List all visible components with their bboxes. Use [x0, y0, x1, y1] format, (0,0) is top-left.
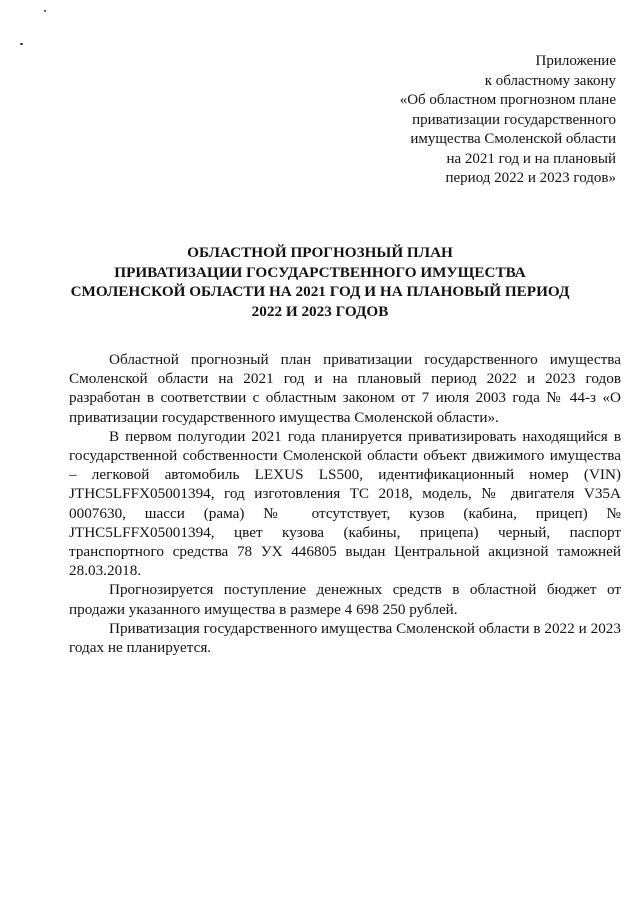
appendix-header [316, 52, 616, 189]
appendix-line: «Об областном прогнозном плане [399, 92, 616, 108]
appendix-line: приватизации государственного [412, 111, 616, 128]
appendix-line: на 2021 год и на плановый [446, 150, 616, 167]
body-paragraph: Прогнозируется поступление денежных средств в областной бюджет от продажи указанного имущества в размере 4 698 250 рублей. [69, 581, 621, 618]
title-line: ПРИВАТИЗАЦИИ ГОСУДАРСТВЕННОГО ИМУЩЕСТВА [114, 263, 526, 281]
document-title [40, 243, 600, 321]
title-line: ОБЛАСТНОЙ ПРОГНОЗНЫЙ ПЛАН [187, 244, 453, 261]
title-line: 2022 И 2023 ГОДОВ [251, 302, 389, 320]
appendix-line: имущества Смоленской области [410, 131, 616, 147]
body-paragraph: Приватизация государственного имущества Смоленской области в 2022 и 2023 годах не планируется. [69, 619, 621, 657]
appendix-line: Приложение [535, 53, 616, 69]
document-body [69, 350, 621, 657]
appendix-line: период 2022 и 2023 годов» [445, 170, 616, 186]
appendix-line: к областному закону [484, 72, 616, 89]
title-line: СМОЛЕНСКОЙ ОБЛАСТИ НА 2021 ГОД И НА ПЛАНОВЫЙ ПЕРИОД [70, 283, 570, 300]
scan-speck [44, 10, 46, 12]
body-paragraph: В первом полугодии 2021 года планируется приватизировать находящийся в государственной собственности Смоленской области объект движимого имущества – легковой автомобиль LEXUS LS500, идентификационный номер (VIN) JTHC5LFFX05001394, год изготовления ТС 2018, модель, № двигателя V35A 0007630, шасси (рама) № отсутствует, кузов (кабина, прицеп) № JTHC5LFFX05001394, цвет кузова (кабины, прицепа) черный, паспорт транспортного средства 78 УХ 446805 выдан Центральной акцизной таможней 28.03.2018. [69, 427, 621, 580]
scan-speck [20, 43, 23, 45]
body-paragraph: Областной прогнозный план приватизации государственного имущества Смоленской области на 2021 год и на плановый период 2022 и 2023 годов разработан в соответствии с областным законом от 7 июля 2003 года № 44-з «О приватизации государственного имущества Смоленской области». [69, 351, 621, 426]
